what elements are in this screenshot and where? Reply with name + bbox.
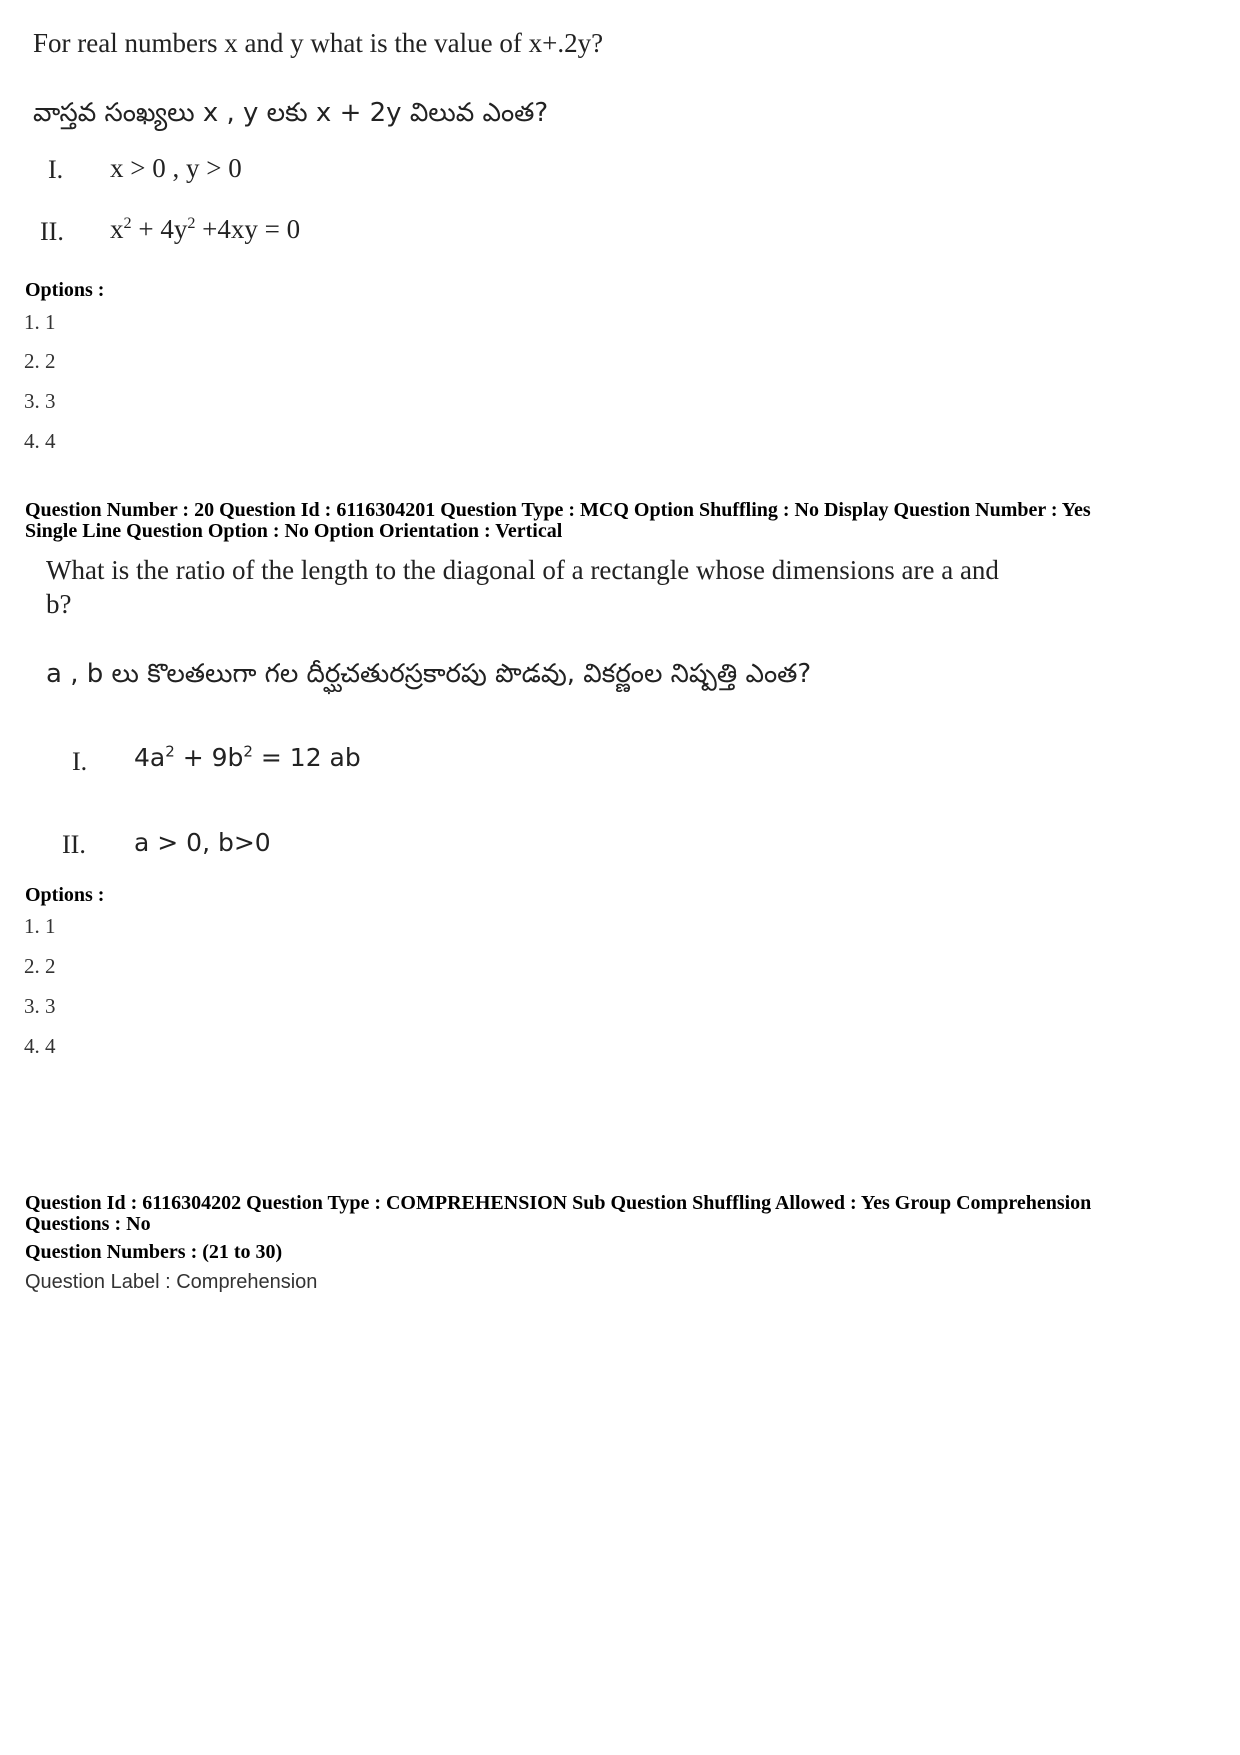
comprehension-question-label: Question Label : Comprehension — [25, 1271, 318, 1293]
q19-option-3[interactable]: 3. 3 — [24, 389, 56, 413]
q20-option-3[interactable]: 3. 3 — [24, 994, 56, 1018]
q19-statement-2: $x^2 + 4y^2 +4xy = 0$ — [110, 214, 301, 244]
q20-question-text-telugu: a , b లు కొలతలుగా గల దీర్ఘచతురస్రకారపు పొడవు, వికర్ణంల నిష్పత్తి ఎంత? — [46, 659, 812, 689]
q19-options-label: Options : — [25, 279, 105, 301]
q19-option-1[interactable]: 1. 1 — [24, 310, 56, 334]
q20-meta-line-1: Question Number : 20 Question Id : 6116304201 Question Type : MCQ Option Shuffling : No Display Question Number : Yes — [25, 499, 1091, 521]
q19-option-2[interactable]: 2. 2 — [24, 349, 56, 373]
q19-statement-1-label: I. — [48, 155, 64, 184]
q19-question-text-english: For real numbers x and y what is the value of x+.2y? — [33, 28, 604, 58]
q20-options-label: Options : — [25, 884, 105, 906]
q19-statement-2-label: II. — [40, 217, 64, 246]
q19-option-4[interactable]: 4. 4 — [24, 429, 56, 453]
q20-meta-line-2: Single Line Question Option : No Option Orientation : Vertical — [25, 520, 563, 542]
q20-statement-1: $4a^2 + 9b^2 = 12$ ab — [134, 742, 361, 772]
q20-option-4[interactable]: 4. 4 — [24, 1034, 56, 1058]
comprehension-meta-line-1: Question Id : 6116304202 Question Type : COMPREHENSION Sub Question Shuffling Allowed : Yes Group Comprehension — [25, 1192, 1092, 1214]
q20-option-2[interactable]: 2. 2 — [24, 954, 56, 978]
q20-question-text-english-line-1: What is the ratio of the length to the diagonal of a rectangle whose dimensions are a and — [46, 555, 999, 585]
comprehension-meta-line-2: Questions : No — [25, 1213, 151, 1235]
q19-statement-1: x > 0 , y > 0 — [110, 153, 242, 183]
q20-statement-1-label: I. — [72, 747, 88, 776]
comprehension-question-numbers: Question Numbers : (21 to 30) — [25, 1241, 283, 1263]
q20-question-text-english-line-2: b? — [46, 589, 72, 619]
q19-question-text-telugu: వాస్తవ సంఖ్యలు x , y లకు x + 2y విలువ ఎంత? — [33, 98, 549, 128]
q20-option-1[interactable]: 1. 1 — [24, 914, 56, 938]
q20-statement-2-label: II. — [62, 830, 86, 859]
q20-statement-2: a > 0, b>0 — [134, 828, 271, 857]
